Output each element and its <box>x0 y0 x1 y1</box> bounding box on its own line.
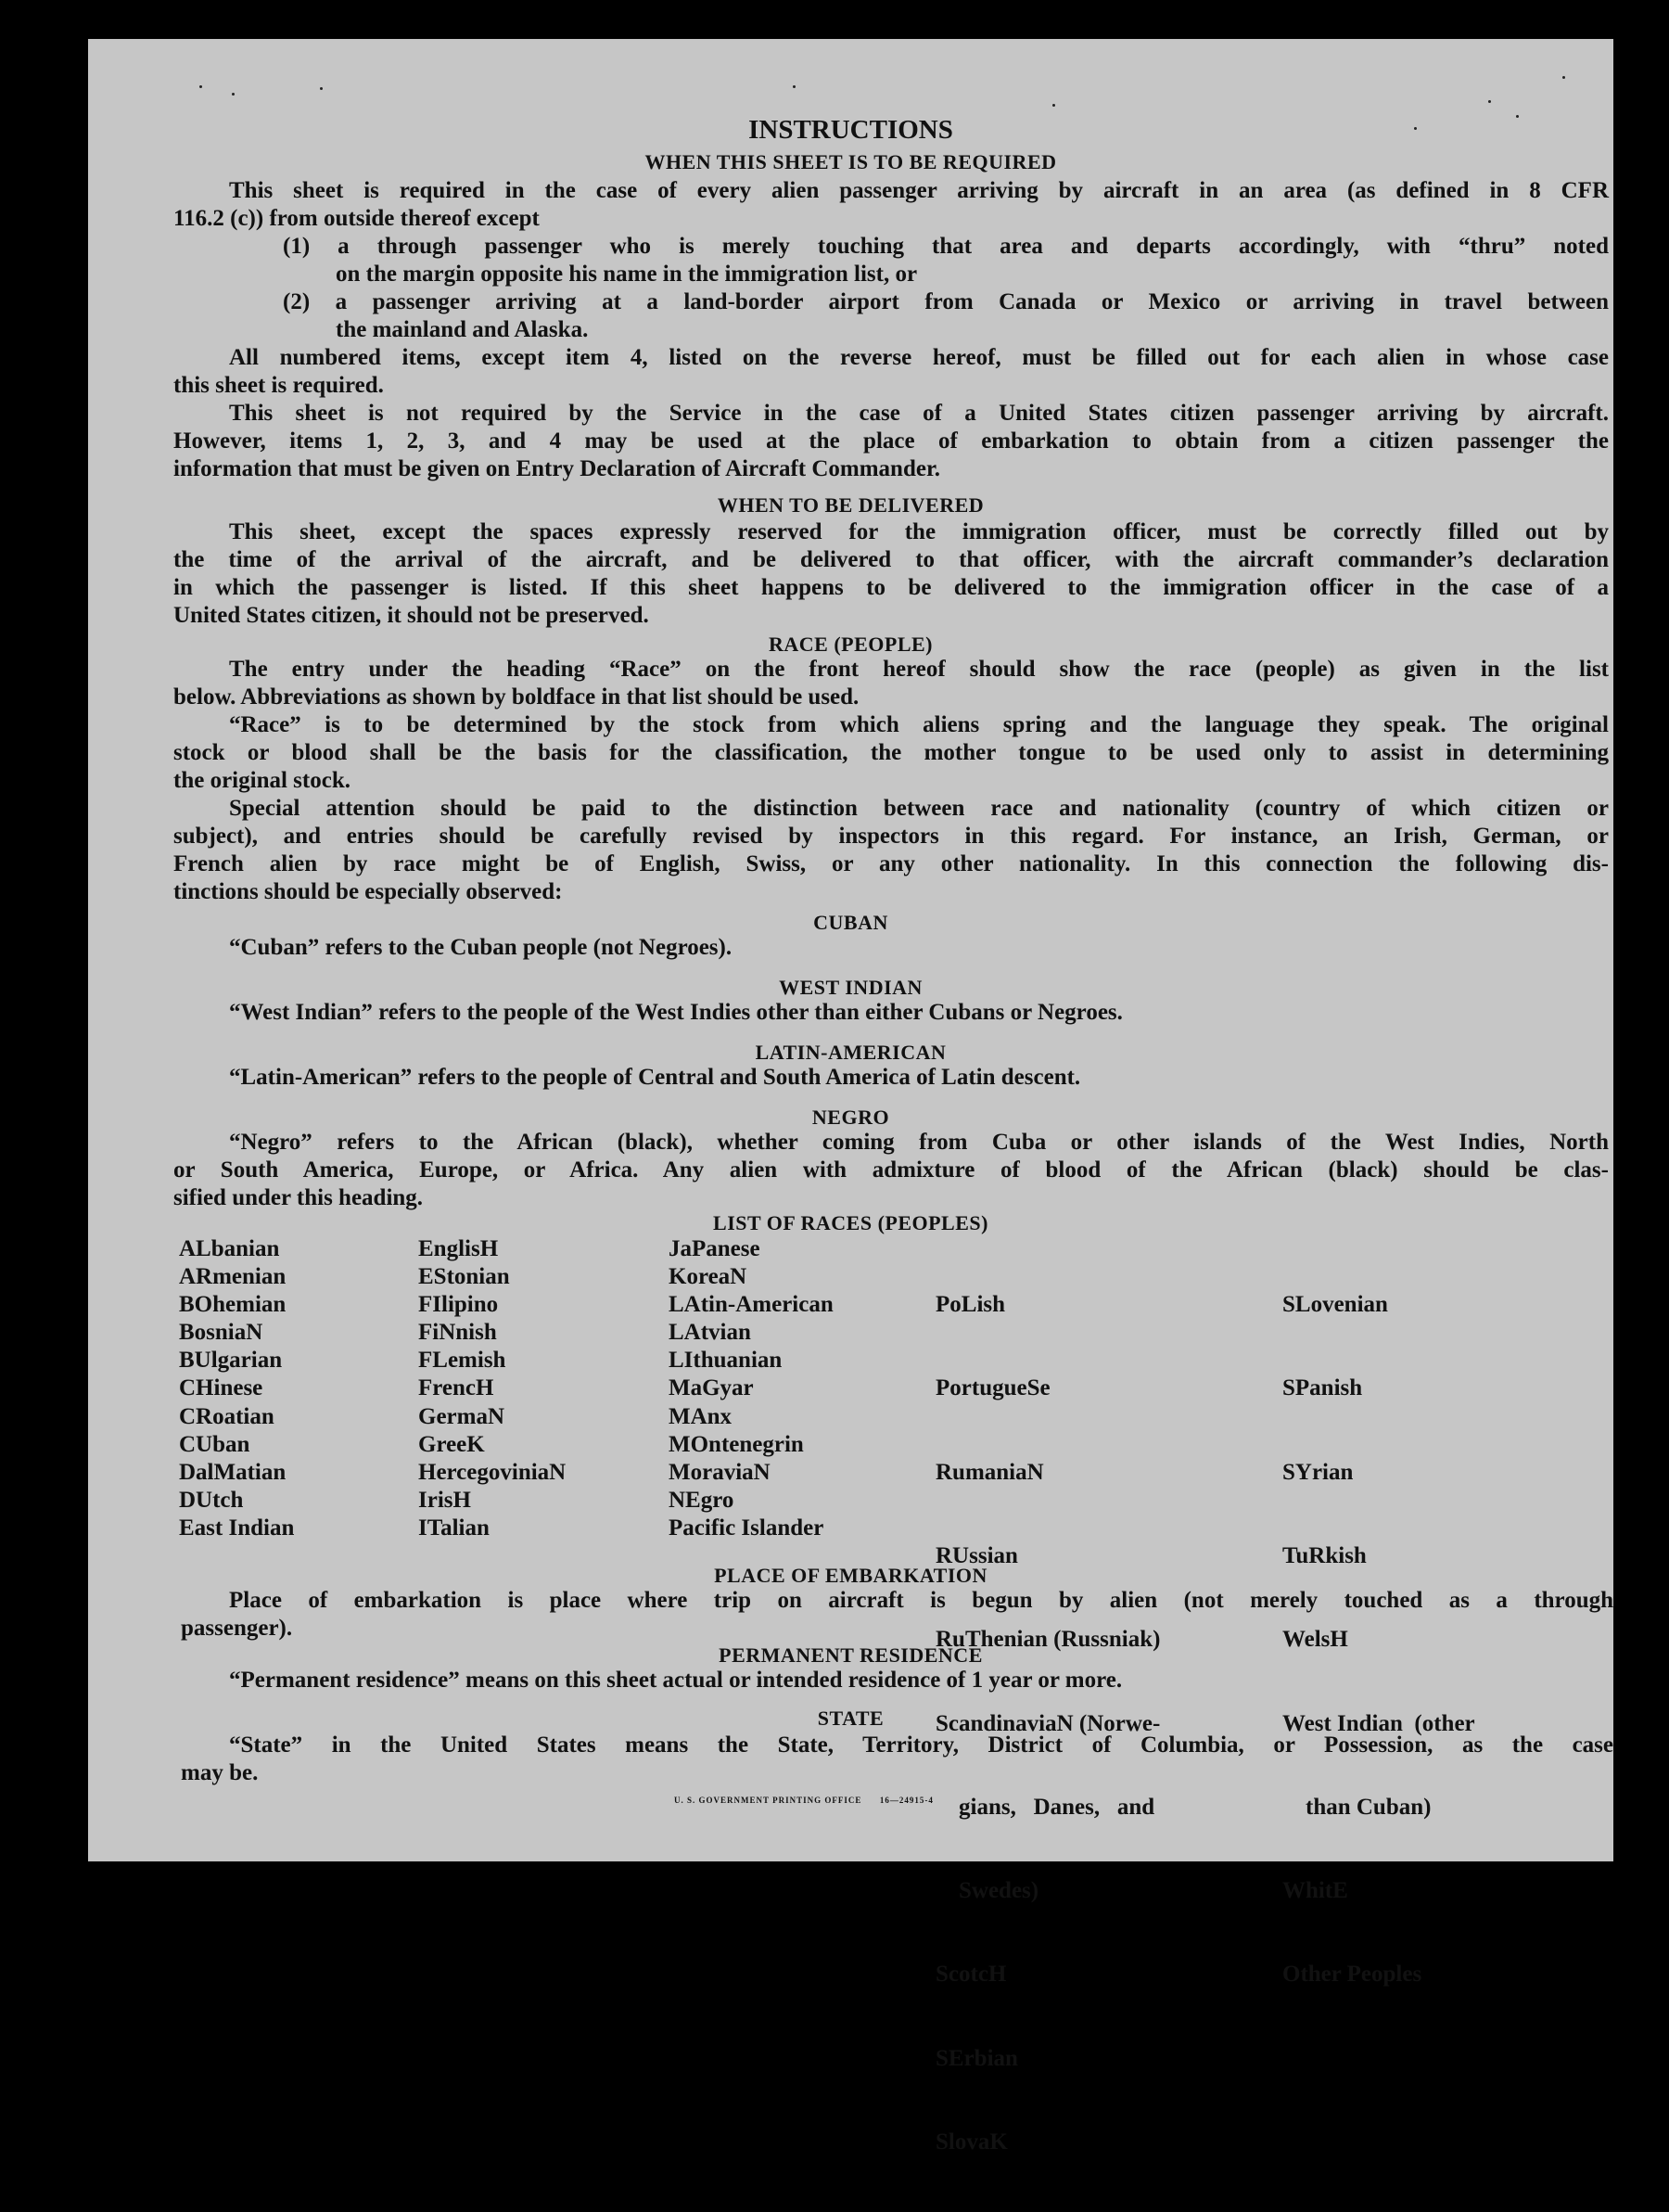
section-heading-when-required: WHEN THIS SHEET IS TO BE REQUIRED <box>644 150 1057 173</box>
paragraph-line: may be. <box>181 1760 259 1785</box>
section-heading-list-of-races: LIST OF RACES (PEOPLES) <box>713 1211 988 1234</box>
race-item: MaGyar <box>669 1375 754 1401</box>
race-item: SYrian <box>1282 1459 1354 1485</box>
paragraph-line: This sheet is not required by the Service in the case of a United States citizen passenger arriving by aircraft. <box>229 401 1609 426</box>
race-item: EStonian <box>418 1264 510 1290</box>
race-item: NEgro <box>669 1487 734 1513</box>
race-item: DalMatian <box>179 1459 287 1485</box>
paragraph-line: This sheet, except the spaces expressly reserved for the immigration officer, must be correctly filled out by <box>229 519 1609 544</box>
paragraph-line: the time of the arrival of the aircraft, and be delivered to that officer, with the aircraft commander’s declaration <box>173 547 1609 572</box>
race-item: FLemish <box>418 1348 506 1374</box>
races-column-3 <box>669 1235 834 1542</box>
race-item: SLovenian <box>1282 1292 1388 1318</box>
race-item: Other Peoples <box>1282 1962 1422 1988</box>
races-column-5 <box>1282 1235 1475 2045</box>
race-item: WhitE <box>1282 1878 1348 1904</box>
paragraph-line: “Cuban” refers to the Cuban people (not Negroes). <box>229 935 733 960</box>
paragraph-line: stock or blood shall be the basis for the classification, the mother tongue to be used only to assist in determining <box>173 740 1609 765</box>
race-item: SlovaK <box>936 2129 1008 2154</box>
section-heading-cuban: CUBAN <box>813 911 888 934</box>
race-item: GermaN <box>418 1403 505 1429</box>
scan-speck <box>199 85 202 88</box>
scan-speck <box>1414 127 1417 130</box>
race-item: IrisH <box>418 1487 471 1513</box>
scan-speck <box>1562 76 1565 79</box>
section-heading-state: STATE <box>817 1707 885 1730</box>
section-heading-embarkation: PLACE OF EMBARKATION <box>714 1564 987 1587</box>
race-item: RuThenian (Russniak) <box>936 1627 1161 1653</box>
paragraph-line: information that must be given on Entry Declaration of Aircraft Commander. <box>173 456 941 481</box>
race-item: East Indian <box>179 1515 295 1541</box>
scan-speck <box>793 85 796 88</box>
race-item: RumaniaN <box>936 1459 1044 1485</box>
race-item: SErbian <box>936 2045 1018 2071</box>
race-item: FIlipino <box>418 1292 499 1318</box>
races-column-2 <box>418 1235 566 1542</box>
race-item: ARmenian <box>179 1264 287 1290</box>
race-item: Pacific Islander <box>669 1515 824 1541</box>
document-page <box>88 39 1613 2154</box>
paragraph-line: French alien by race might be of English, Swiss, or any other nationality. In this connection the following dis- <box>173 851 1609 876</box>
race-item: ALbanian <box>179 1236 280 1261</box>
paragraph-line: “Latin-American” refers to the people of Central and South America of Latin descent. <box>229 1065 1081 1090</box>
race-item: LAtvian <box>669 1320 751 1346</box>
paragraph-line: passenger). <box>181 1616 293 1641</box>
race-item: PoLish <box>936 1292 1006 1318</box>
race-item: gians, Danes, and <box>936 1794 1155 1820</box>
paragraph-line: in which the passenger is listed. If this sheet happens to be delivered to the immigration officer in the case of a <box>173 575 1609 600</box>
paragraph-line: “Race” is to be determined by the stock from which aliens spring and the language they speak. The original <box>229 712 1609 737</box>
paragraph-line: this sheet is required. <box>173 373 384 398</box>
paragraph-line: “Negro” refers to the African (black), whether coming from Cuba or other islands of the West Indies, North <box>229 1130 1609 1155</box>
printer-imprint: U. S. GOVERNMENT PRINTING OFFICE 16—24915-4 <box>674 1796 934 1805</box>
scan-speck <box>232 93 235 96</box>
paragraph-line: sified under this heading. <box>173 1185 424 1210</box>
race-item: CRoatian <box>179 1403 274 1429</box>
race-item: RUssian <box>936 1543 1018 1569</box>
paragraph-line: tinctions should be especially observed: <box>173 879 563 904</box>
section-heading-negro: NEGRO <box>811 1106 890 1129</box>
race-item: ScotcH <box>936 1962 1007 1988</box>
race-item: BOhemian <box>179 1292 287 1318</box>
section-heading-permanent-residence: PERMANENT RESIDENCE <box>719 1643 983 1667</box>
races-column-1 <box>179 1235 294 1542</box>
race-item: MoraviaN <box>669 1459 771 1485</box>
race-item: TuRkish <box>1282 1543 1367 1569</box>
race-item: LAtin-American <box>669 1292 834 1318</box>
race-item: BUlgarian <box>179 1348 283 1374</box>
paragraph-line: (2) a passenger arriving at a land-border airport from Canada or Mexico or arriving in travel between <box>283 289 1609 314</box>
paragraph-line: The entry under the heading “Race” on the front hereof should show the race (people) as given in the list <box>229 657 1609 682</box>
race-item: West Indian (other <box>1282 1710 1475 1736</box>
race-item: PortugueSe <box>936 1375 1051 1401</box>
race-item: GreeK <box>418 1431 485 1457</box>
scan-speck <box>320 87 323 90</box>
paragraph-line: or South America, Europe, or Africa. Any alien with admixture of blood of the African (black) should be clas- <box>173 1157 1609 1183</box>
paragraph-line: “West Indian” refers to the people of the West Indies other than either Cubans or Negroes. <box>229 1000 1123 1025</box>
page-title: INSTRUCTIONS <box>748 115 953 145</box>
race-item: CHinese <box>179 1375 263 1401</box>
race-item: Swedes) <box>936 1878 1039 1904</box>
section-heading-when-delivered: WHEN TO BE DELIVERED <box>717 493 985 517</box>
scan-speck <box>1488 100 1491 103</box>
race-item: BosniaN <box>179 1320 263 1346</box>
paragraph-line: below. Abbreviations as shown by boldface in that list should be used. <box>173 684 860 710</box>
paragraph-line: United States citizen, it should not be preserved. <box>173 603 649 628</box>
race-item: ITalian <box>418 1515 490 1541</box>
paragraph-line: “State” in the United States means the State, Territory, District of Columbia, or Possession, as the case <box>229 1733 1613 1758</box>
race-item: EnglisH <box>418 1236 499 1261</box>
race-item: DUtch <box>179 1487 244 1513</box>
section-heading-latin-american: LATIN-AMERICAN <box>755 1041 947 1064</box>
race-item: LIthuanian <box>669 1348 783 1374</box>
scan-speck <box>1052 104 1055 107</box>
race-item: MOntenegrin <box>669 1431 804 1457</box>
race-item: than Cuban) <box>1282 1794 1432 1820</box>
section-heading-west-indian: WEST INDIAN <box>779 976 923 999</box>
race-item: WelsH <box>1282 1627 1348 1653</box>
race-item: HercegoviniaN <box>418 1459 567 1485</box>
paragraph-line: the mainland and Alaska. <box>336 317 589 342</box>
race-item: ScandinaviaN (Norwe- <box>936 1710 1161 1736</box>
paragraph-line: All numbered items, except item 4, listed on the reverse hereof, must be filled out for each alien in whose case <box>229 345 1609 370</box>
paragraph-line: Special attention should be paid to the distinction between race and nationality (country of which citizen or <box>229 796 1609 821</box>
race-item: JaPanese <box>669 1236 760 1261</box>
paragraph-line: (1) a through passenger who is merely touching that area and departs accordingly, with “thru” noted <box>283 234 1609 259</box>
paragraph-line: This sheet is required in the case of every alien passenger arriving by aircraft in an area (as defined in 8 CFR <box>229 178 1609 203</box>
paragraph-line: the original stock. <box>173 768 350 793</box>
paragraph-line: However, items 1, 2, 3, and 4 may be used at the place of embarkation to obtain from a citizen passenger the <box>173 428 1609 454</box>
paragraph-line: on the margin opposite his name in the immigration list, or <box>336 262 918 287</box>
paragraph-line: 116.2 (c)) from outside thereof except <box>173 206 540 231</box>
scan-speck <box>1516 115 1519 118</box>
race-item: MAnx <box>669 1403 733 1429</box>
race-item: FrencH <box>418 1375 494 1401</box>
race-item: KoreaN <box>669 1264 747 1290</box>
paragraph-line: subject), and entries should be carefully revised by inspectors in this regard. For instance, an Irish, German, or <box>173 824 1609 849</box>
paragraph-line: Place of embarkation is place where trip on aircraft is begun by alien (not merely touched as a through <box>229 1588 1613 1613</box>
race-item: CUban <box>179 1431 250 1457</box>
paragraph-line: “Permanent residence” means on this sheet actual or intended residence of 1 year or more. <box>229 1668 1123 1693</box>
race-item: SPanish <box>1282 1375 1363 1401</box>
race-item: FiNnish <box>418 1320 497 1346</box>
section-heading-race: RACE (PEOPLE) <box>769 633 933 656</box>
